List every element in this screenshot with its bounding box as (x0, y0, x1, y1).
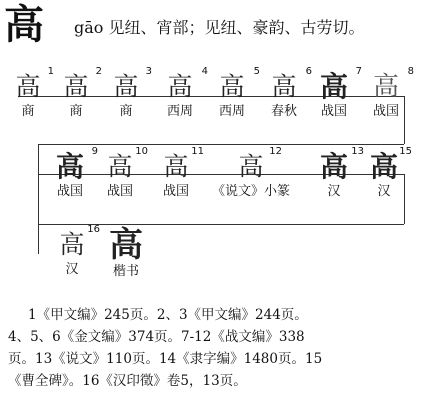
form-era: 商 (69, 104, 83, 119)
form-era: 春秋 (270, 104, 297, 119)
form-3 (108, 66, 152, 120)
row2-left-drop (38, 144, 39, 224)
source-notes (8, 304, 432, 392)
form-glyph: 高 (369, 150, 398, 183)
form-era: 汉 (327, 184, 341, 199)
form-glyph: 高 (59, 230, 85, 259)
form-16 (52, 224, 100, 278)
form-glyph: 高 (319, 150, 348, 183)
form-glyph: 高 (238, 152, 264, 181)
form-glyph: 高 (55, 150, 84, 183)
form-glyph: 高 (167, 72, 193, 101)
form-number: 5 (253, 66, 260, 77)
form-15 (364, 146, 412, 200)
row2-top-line (38, 144, 404, 145)
entry-character: 高 (4, 1, 44, 48)
form-era: 战国 (56, 184, 83, 199)
row3-left-drop (38, 224, 39, 254)
form-era: 《说文》小篆 (211, 184, 290, 199)
form-era: 西周 (166, 104, 193, 119)
form-era: 战国 (372, 104, 399, 119)
form-10 (100, 146, 148, 200)
form-glyph: 高 (271, 72, 297, 101)
form-glyph: 高 (107, 152, 133, 181)
form-13 (312, 146, 364, 200)
form-era: 汉 (65, 262, 79, 277)
form-7 (314, 66, 362, 120)
pronunciation-line: gāo 见纽、宵部；见纽、豪韵、古劳切。 (74, 18, 365, 37)
form-era: 西周 (218, 104, 245, 119)
form-glyph: 高 (372, 72, 399, 102)
form-glyph: 高 (63, 72, 89, 101)
form-5 (212, 66, 260, 120)
form-glyph: 高 (15, 72, 41, 101)
form-era: 楷书 (112, 264, 139, 279)
form-era: 战国 (106, 184, 133, 199)
form-number: 15 (399, 146, 412, 157)
form-number: 10 (135, 146, 148, 157)
form-12 (206, 146, 296, 200)
form-number: 3 (145, 66, 152, 77)
form-number: 8 (407, 66, 414, 77)
form-9 (50, 146, 98, 200)
form-glyph: 高 (109, 225, 143, 265)
source-line: 1《甲文编》245页。2、3《甲文编》244页。 (28, 307, 308, 323)
form-glyph: 高 (319, 70, 348, 103)
form-era: 战国 (320, 104, 347, 119)
form-number: 7 (355, 66, 362, 77)
row2-right-drop (404, 174, 405, 224)
form-era: 商 (119, 104, 133, 119)
source-line: 页。13《说文》110页。14《隶字编》1480页。15 (8, 351, 323, 367)
form-8 (366, 66, 414, 120)
form-number: 11 (191, 146, 204, 157)
form-number: 12 (269, 146, 282, 157)
form-4 (160, 66, 208, 120)
form-era: 商 (21, 104, 35, 119)
form-11 (156, 146, 204, 200)
form-number: 13 (351, 146, 364, 157)
form-number: 4 (201, 66, 208, 77)
source-line: 《曹全碑》。16《汉印徵》卷5，13页。 (8, 373, 247, 389)
form-era: 战国 (162, 184, 189, 199)
form-glyph: 高 (219, 72, 245, 101)
form-number: 9 (91, 146, 98, 157)
form-number: 1 (47, 66, 54, 77)
form-glyph: 高 (113, 72, 139, 101)
form-number: 6 (305, 66, 312, 77)
form-number: 2 (95, 66, 102, 77)
form-1 (10, 66, 54, 120)
form-era: 汉 (377, 184, 391, 199)
form-6 (264, 66, 312, 120)
form-2 (58, 66, 102, 120)
form-number: 16 (87, 224, 100, 235)
source-line: 4、5、6《金文编》374页。7-12《战文编》338 (8, 329, 305, 345)
form-kaishu (104, 226, 148, 280)
form-glyph: 高 (163, 152, 189, 181)
